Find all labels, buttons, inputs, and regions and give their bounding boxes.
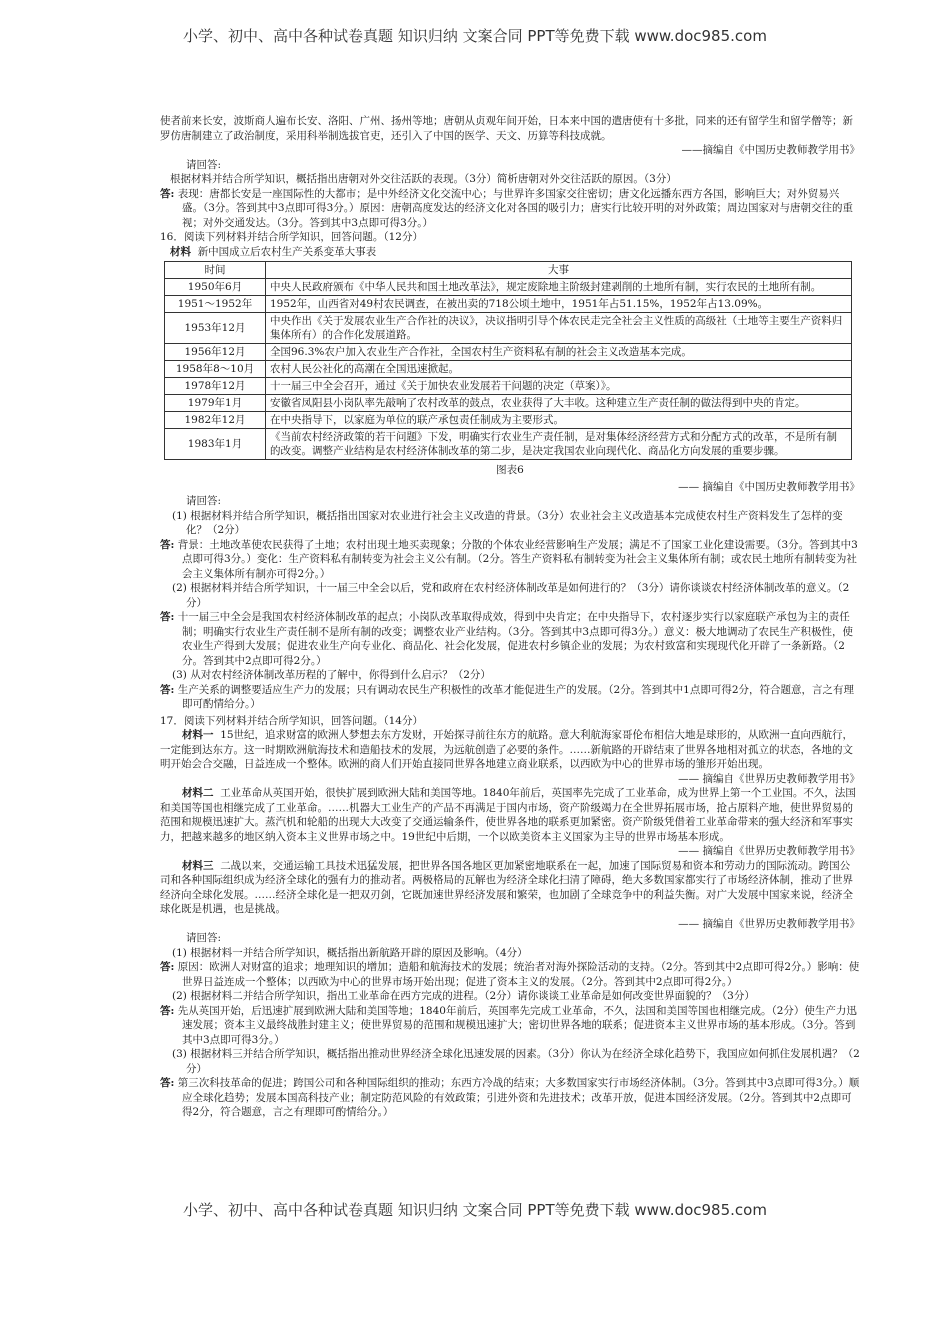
- top-banner: 小学、初中、高中各种试卷真题 知识归纳 文案合同 PPT等免费下载 www.doc985.com: [183, 27, 767, 45]
- q15-source: ——摘编自《中国历史教师教学用书》: [681, 144, 860, 156]
- time-cell: 1950年6月: [165, 279, 266, 296]
- q17-title: 17．阅读下列材料并结合所学知识，回答问题。（14分）: [160, 714, 423, 727]
- q16-sub2-question: (2) 根据材料并结合所学知识，十一届三中全会以后，党和政府在农村经济体制改革是如何进行的？（3分）请你谈谈农村经济体制改革的意义。（2分）: [172, 582, 850, 609]
- material-label: 材料三: [182, 859, 214, 872]
- answer-label: 答:: [160, 683, 175, 696]
- q17-ask-label: 请回答:: [186, 932, 222, 944]
- q15-material-text: 使者前来长安，波斯商人遍布长安、洛阳、广州、扬州等地；唐朝从贞观年间开始，日本来中国的遣唐使有十多批，同来的还有留学生和留学僧等；新罗仿唐制建立了政治制度，采用科举制选拔官吏，还引入了中国的医学、天文、历算等科技成就。: [160, 115, 853, 142]
- table-row: [165, 344, 852, 361]
- q16-ask-label: 请回答:: [186, 495, 222, 507]
- column-header-time: 时间: [165, 262, 266, 279]
- time-cell: 1958年8～10月: [165, 361, 266, 378]
- answer-label: 答:: [160, 538, 175, 551]
- exam-content: [160, 114, 860, 1120]
- material-label: 材料一: [182, 729, 214, 741]
- answer-label: 答:: [160, 961, 175, 973]
- answer-label: 答:: [160, 187, 175, 200]
- q17-sub2-answer: [160, 1004, 860, 1048]
- q16-sub3-answer-text: 生产关系的调整要适应生产力的发展；只有调动农民生产积极性的改革才能促进生产的发展。（2分。答到其中1点即可得2分，符合题意，言之有理即可酌情给分。）: [177, 683, 855, 710]
- q17-material-1-source: —— 摘编自《世界历史教师教学用书》: [678, 772, 860, 785]
- material-3-text: 二战以来，交通运输工具技术迅猛发展，把世界各国各地区更加紧密地联系在一起，加速了国际贸易和资本和劳动力的国际流动。跨国公司和各种国际组织成为经济全球化的强有力的推动者。两极格局的瓦解也为经济全球化扫清了障碍，绝大多数国家都实行了市场经济体制，推动了世界经济向全球化发展。……经济全球化是一把双刃剑，它既加速世界经济发展和繁荣，也加剧了全球竞争中的利益失衡。对广大发展中国家来说，经济全球化既是机遇，也是挑战。: [160, 859, 853, 915]
- event-cell: 安徽省凤阳县小岗队率先敲响了农村改革的鼓点，农业获得了大丰收。这种建立生产责任制的做法得到中央的肯定。: [266, 395, 852, 412]
- q16-sub2-answer-text: 十一届三中全会是我国农村经济体制改革的起点；小岗队改革取得成效，得到中央肯定；在中央指导下，农村逐步实行以家庭联产承包为主的责任制；明确实行农业生产责任制不是所有制的改变；调整农业产业结构。（3分。答到其中3点即可得3分。）意义：极大地调动了农民生产积极性，使农业生产得到大发展；促进农业生产向专业化、商品化、社会化发展，促进农村乡镇企业的发展；为农村致富和实现现代化开辟了一条新路。（2分。答到其中2点即可得2分。）: [177, 611, 854, 667]
- q15-answer: [160, 187, 860, 231]
- q17-material-2: [160, 786, 860, 844]
- q16-sub3-question: (3) 从对农村经济体制改革历程的了解中，你得到什么启示？（2分）: [172, 669, 491, 681]
- q17-material-1: [160, 728, 860, 772]
- q16-sub2-answer: [160, 610, 860, 668]
- time-cell: 1982年12月: [165, 412, 266, 429]
- event-cell: 十一届三中全会召开，通过《关于加快农业发展若干问题的决定（草案）》。: [266, 378, 852, 395]
- q16-material-heading: [160, 245, 860, 260]
- event-cell: 1952年，山西省对49村农民调查，在被出卖的718公顷土地中，1951年占51.15%，1952年占13.09%。: [266, 296, 852, 313]
- material-2-text: 工业革命从英国开始，很快扩展到欧洲大陆和美国等地。1840年前后，英国率先完成了工业革命，成为世界上第一个工业国。不久，法国和美国等国也相继完成了工业革命。……机器大工业生产的产品不再满足于国内市场，资产阶级竭力在全世界拓展市场，抢占原料产地，使世界贸易的范围和规模迅速扩大。蒸汽机和轮船的出现大大改变了交通运输条件，使世界各地的联系更加紧密。资产阶级凭借着工业革命带来的强大经济和军事实力，把越来越多的地区纳入资本主义世界市场之中。19世纪中后期，一个以欧美资本主义国家为主导的世界市场基本形成。: [160, 787, 856, 843]
- q16-sub1-answer-text: 背景：土地改革使农民获得了土地；农村出现土地买卖现象；分散的个体农业经营影响生产发展；满足不了国家工业化建设需要。（3分。答到其中3点即可得3分。）变化：生产资料私有制转变为社会主义公有制。（2分。答生产资料私有制转变为社会主义集体所有制；或农民土地所有制转变为社会主义集体所有制亦可得2分。）: [177, 538, 858, 580]
- q16-source: —— 摘编自《中国历史教师教学用书》: [678, 480, 860, 493]
- q17-material-3-source: —— 摘编自《世界历史教师教学用书》: [678, 917, 860, 930]
- table-row: [165, 429, 852, 460]
- bottom-banner: 小学、初中、高中各种试卷真题 知识归纳 文案合同 PPT等免费下载 www.doc985.com: [183, 1201, 767, 1219]
- q15-answer-text: 表现：唐都长安是一座国际性的大都市；是中外经济文化交流中心；与世界许多国家交往密切；唐文化远播东西方各国，影响巨大；对外贸易兴盛。（3分。答到其中3点即可得3分。）原因：唐朝高度发达的经济文化对各国的吸引力；唐实行比较开明的对外政策；周边国家对与唐朝交往的重视；对外交通发达。（3分。答到其中3点即可得3分。）: [177, 187, 854, 229]
- table-caption: 图表6: [496, 464, 524, 476]
- q16-sub3-answer: [160, 683, 860, 712]
- table-row: [165, 395, 852, 412]
- event-cell: 在中央指导下，以家庭为单位的联产承包责任制成为主要形式。: [266, 412, 852, 429]
- table-row: [165, 313, 852, 344]
- q16-material-label: 材料: [170, 245, 191, 258]
- material-label: 材料二: [182, 787, 214, 799]
- time-cell: 1983年1月: [165, 429, 266, 460]
- q17-sub3-question: (3) 根据材料三并结合所学知识，概括指出推动世界经济全球化迅速发展的因素。（3分）你认为在经济全球化趋势下，我国应如何抓住发展机遇？（2分）: [172, 1048, 860, 1075]
- table-header-row: [165, 262, 852, 279]
- q17-sub3-answer-text: 第三次科技革命的促进；跨国公司和各种国际组织的推动；东西方冷战的结束；大多数国家实行市场经济体制。（3分。答到其中3点即可得3分。）顺应全球化趋势；发展本国高科技产业；制定防范风险的有效政策；引进外资和先进技术；改革开放，促进本国经济发展。（2分。答到其中2点即可得2分，符合题意，言之有理即可酌情给分。）: [177, 1077, 860, 1118]
- q17-sub1-question: (1) 根据材料一并结合所学知识，概括指出新航路开辟的原因及影响。（4分）: [172, 946, 528, 959]
- q17-sub1-answer: [160, 960, 860, 989]
- column-header-event: 大事: [266, 262, 852, 279]
- material-1-text: 15世纪，追求财富的欧洲人梦想去东方发财，开始探寻前往东方的航路。意大利航海家哥伦布相信大地是球形的，从欧洲一直向西航行，一定能到达东方。这一时期欧洲航海技术和造船技术的发展，为远航创造了必要的条件。……新航路的开辟结束了世界各地相对孤立的状态，各地的文明开始会合交融，日益连成一个整体。欧洲的商人们开始直接同世界各地建立商业联系，以西欧为中心的世界市场的雏形开始出现。: [160, 729, 854, 770]
- answer-label: 答:: [160, 611, 175, 623]
- table-row: [165, 296, 852, 313]
- event-cell: 农村人民公社化的高潮在全国迅速掀起。: [266, 361, 852, 378]
- q15-ask-label: 请回答:: [186, 158, 222, 171]
- q16-sub1-question: (1) 根据材料并结合所学知识，概括指出国家对农业进行社会主义改造的背景。（3分）农业社会主义改造基本完成使农村生产资料发生了怎样的变化？（2分）: [172, 509, 843, 536]
- q17-material-3: [160, 859, 860, 917]
- event-cell: 《当前农村经济政策的若干问题》下发，明确实行农业生产责任制，是对集体经济经营方式和分配方式的改革，不是所有制的改变。调整产业结构是农村经济体制改革的第二步，是决定我国农业向现代化、商品化方向发展的重要步骤。: [266, 429, 852, 460]
- q16-sub1-answer: [160, 538, 860, 582]
- q17-sub2-question: (2) 根据材料二并结合所学知识，指出工业革命在西方完成的进程。（2分）请你谈谈工业革命是如何改变世界面貌的？（3分）: [172, 990, 755, 1002]
- q16-title: 16．阅读下列材料并结合所学知识，回答问题。（12分）: [160, 231, 423, 243]
- event-cell: 全国96.3%农户加入农业生产合作社，全国农村生产资料私有制的社会主义改造基本完成。: [266, 344, 852, 361]
- answer-label: 答:: [160, 1004, 175, 1017]
- time-cell: 1978年12月: [165, 378, 266, 395]
- table-row: [165, 279, 852, 296]
- time-cell: 1956年12月: [165, 344, 266, 361]
- time-cell: 1951～1952年: [165, 296, 266, 313]
- time-cell: 1953年12月: [165, 313, 266, 344]
- q15-question: 根据材料并结合所学知识，概括指出唐朝对外交往活跃的表现。（3分）简析唐朝对外交往活跃的原因。（3分）: [170, 173, 677, 185]
- q17-sub1-answer-text: 原因：欧洲人对财富的追求；地理知识的增加；造船和航海技术的发展；统治者对海外探险活动的支持。（2分。答到其中2点即可得2分。）影响：使世界日益连成一个整体；以西欧为中心的世界市场开始出现；促进了资本主义的发展。（2分。答到其中2点即可得2分。）: [177, 961, 860, 988]
- q16-material-title: 新中国成立后农村生产关系变革大事表: [197, 245, 377, 258]
- q17-sub3-answer: [160, 1076, 860, 1120]
- event-cell: 中央人民政府颁布《中华人民共和国土地改革法》，规定废除地主阶级封建剥削的土地所有制，实行农民的土地所有制。: [266, 279, 852, 296]
- events-table: [164, 261, 852, 460]
- answer-label: 答:: [160, 1077, 175, 1089]
- table-row: [165, 412, 852, 429]
- table-row: [165, 361, 852, 378]
- table-row: [165, 378, 852, 395]
- q17-material-2-source: —— 摘编自《世界历史教师教学用书》: [678, 845, 860, 857]
- event-cell: 中央作出《关于发展农业生产合作社的决议》，决议指明引导个体农民走完全社会主义性质的高级社（土地等主要生产资料归集体所有）的合作化发展道路。: [266, 313, 852, 344]
- q17-sub2-answer-text: 先从英国开始，后迅速扩展到欧洲大陆和美国等地；1840年前后，英国率先完成工业革命，不久，法国和美国等国也相继完成。（2分）使生产力迅速发展；资本主义最终战胜封建主义；使世界贸易的范围和规模迅速扩大；密切世界各地的联系；促进资本主义世界市场的基本形成。（3分。答到其中3点即可得3分。）: [177, 1004, 857, 1046]
- time-cell: 1979年1月: [165, 395, 266, 412]
